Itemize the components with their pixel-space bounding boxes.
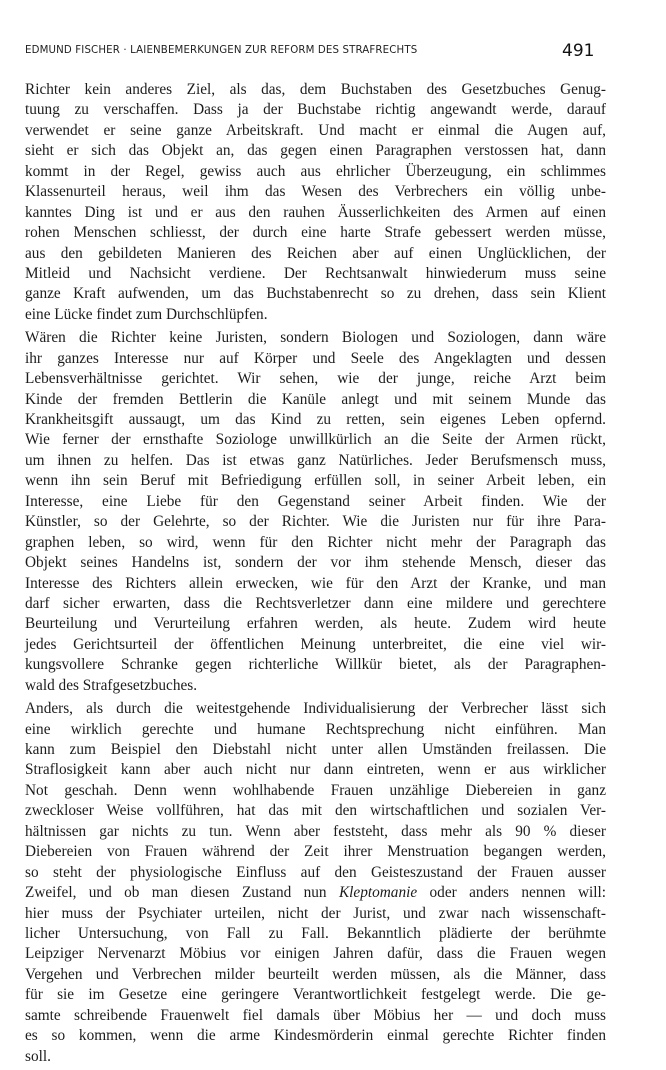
- text-line: kungsvollere Schranke gegen richterliche Willkür bietet, als der Paragraphen-: [25, 656, 606, 674]
- text-line: samte schreibende Frauenwelt fiel damals über Möbius her — und doch muss: [25, 1006, 606, 1024]
- body-text: [25, 80, 606, 1070]
- text-line: kann zum Beispiel den Diebstahl nicht unter allen Umständen freilassen. Die: [25, 741, 606, 758]
- text-line: Künstler, so der Gelehrte, so der Richter. Wie die Juristen nur für ihre Para-: [25, 513, 606, 531]
- running-header: [25, 41, 605, 61]
- text-line: Not geschah. Denn wenn wohlhabende Frauen unzählige Diebereien in ganz: [25, 781, 606, 799]
- paragraph: [25, 80, 606, 325]
- paragraph: [25, 328, 606, 696]
- text-line: Wie ferner der ernsthafte Soziologe unwillkürlich an die Seite der Armen rückt,: [25, 431, 606, 449]
- text-line: Richter kein anderes Ziel, als das, dem Buchstaben des Gesetzbuches Genug-: [25, 81, 606, 98]
- text-line: es so kommen, wenn die arme Kindesmörderin einmal gerechte Richter finden: [25, 1027, 606, 1045]
- text-line: licher Untersuchung, von Fall zu Fall. Bekanntlich plädierte der berühmte: [25, 924, 606, 942]
- text-line: Interesse des Richters allein erwecken, wie für den Arzt der Kranke, und man: [25, 574, 606, 592]
- text-line: Interesse, eine Liebe für den Gegenstand seiner Arbeit finden. Wie der: [25, 492, 606, 510]
- text-line: Diebereien von Frauen während der Zeit ihrer Menstruation begangen werden,: [25, 843, 606, 861]
- text-line: graphen leben, so wird, wenn für den Richter nicht mehr der Paragraph das: [25, 533, 606, 551]
- text-line: sieht er sich das Objekt an, das gegen einen Paragraphen verstossen hat, dann: [25, 142, 606, 160]
- text-line: verwendet er seine ganze Arbeitskraft. Und macht er einmal die Augen auf,: [25, 121, 606, 139]
- text-line: hier muss der Psychiater urteilen, nicht der Jurist, und zwar nach wissenschaft-: [25, 904, 606, 922]
- text-line: tuung zu verschaffen. Dass ja der Buchstabe richtig angewandt werde, darauf: [25, 101, 606, 119]
- text-line: eine Lücke findet zum Durchschlüpfen.: [25, 305, 268, 323]
- text-line: Anders, als durch die weitestgehende Individualisierung der Verbrecher lässt sich: [25, 700, 606, 718]
- page-number: 491: [562, 41, 595, 61]
- text-line: ihr ganzes Interesse nur auf Körper und Seele des Angeklagten und dessen: [25, 349, 606, 367]
- text-line: Lebensverhältnisse gerichtet. Wir sehen, wie der junge, reiche Arzt beim: [25, 370, 606, 388]
- text-line: kommt in der Regel, gewiss auch aus ehrlicher Überzeugung, ein schlimmes: [25, 162, 606, 180]
- running-head-title: EDMUND FISCHER · LAIENBEMERKUNGEN ZUR REFORM DES STRAFRECHTS: [25, 45, 418, 56]
- text-line: Klassenurteil heraus, weil ihm das Wesen des Verbrechers ein völlig unbe-: [25, 183, 606, 201]
- text-line: hältnissen gar nichts zu tun. Wenn aber feststeht, dass mehr als 90 % dieser: [25, 822, 606, 840]
- text-line: Krankheitsgift aussaugt, um das Kind zu retten, sein eigenes Leben opfernd.: [25, 411, 606, 428]
- text-line: ganze Kraft aufwenden, um das Buchstabenrecht so zu drehen, dass sein Klient: [25, 285, 606, 303]
- text-line: so steht der physiologische Einfluss auf den Geisteszustand der Frauen ausser: [25, 863, 606, 881]
- text-line: Beurteilung und Verurteilung erfahren werden, als heute. Zudem wird heute: [25, 615, 606, 633]
- text-line: soll.: [25, 1047, 51, 1065]
- text-line: kanntes Ding ist und er aus den rauhen Äusserlichkeiten des Armen auf einen: [25, 203, 606, 221]
- text-line: wald des Strafgesetzbuches.: [25, 676, 198, 694]
- text-line: für sie im Gesetze eine geringere Verantwortlichkeit festgelegt werde. Die ge-: [25, 986, 606, 1004]
- text-line: um ihnen zu helfen. Das ist etwas ganz Natürliches. Jeder Berufsmensch muss,: [25, 451, 606, 469]
- text-line: aus den gebildeten Manieren des Reichen aber auf einen Unglücklichen, der: [25, 244, 606, 262]
- text-line: Vergehen und Verbrechen milder beurteilt werden müssen, als die Männer, dass: [25, 965, 606, 983]
- paragraph: [25, 699, 606, 1067]
- text-line: Straflosigkeit kann aber auch nicht nur dann eintreten, wenn er aus wirklicher: [25, 761, 606, 779]
- italic-term: Kleptomanie: [338, 884, 418, 902]
- text-line: eine wirklich gerechte und humane Rechtsprechung nicht einführen. Man: [25, 720, 606, 738]
- text-line: Zweifel, und ob man diesen Zustand nun Kleptomanie oder anders nennen will:: [25, 884, 606, 902]
- text-line: zweckloser Weise vollführen, hat das mit den wirtschaftlichen und sozialen Ver-: [25, 802, 606, 820]
- text-line: jedes Gerichtsurteil der öffentlichen Meinung unterbreitet, die eine viel wir-: [25, 635, 606, 653]
- text-line: Kinde der fremden Bettlerin die Kanüle anlegt und mit seinem Munde das: [25, 390, 606, 408]
- text-line: darf sicher erwarten, dass die Rechtsverletzer dann eine mildere und gerechtere: [25, 594, 606, 612]
- text-line: Wären die Richter keine Juristen, sondern Biologen und Soziologen, dann wäre: [25, 329, 606, 347]
- text-line: Leipziger Nervenarzt Möbius vor einigen Jahren dafür, dass die Frauen wegen: [25, 945, 606, 963]
- text-line: rohen Menschen schliesst, der durch eine harte Strafe gebessert werden müsse,: [25, 224, 606, 242]
- text-line: Objekt seines Handelns ist, sondern der vor ihm stehende Mensch, dieser das: [25, 554, 606, 572]
- text-line: Mitleid und Nachsicht verdiene. Der Rechtsanwalt hinwiederum muss seine: [25, 264, 606, 282]
- text-line: wenn ihn sein Beruf mit Befriedigung erfüllen soll, in seiner Arbeit leben, ein: [25, 472, 606, 490]
